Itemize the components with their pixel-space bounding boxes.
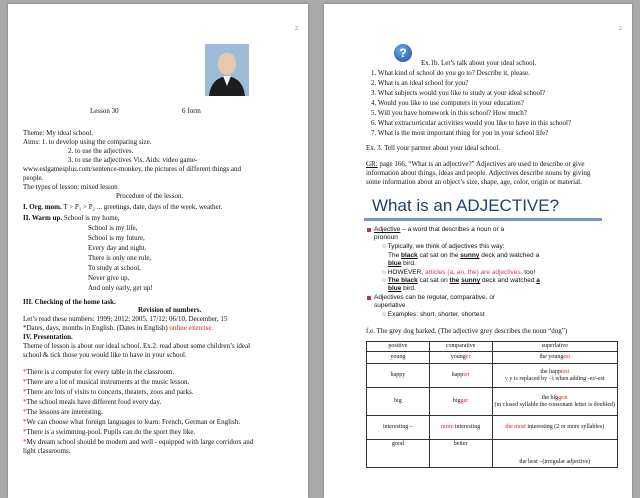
gr-label: GR:: [366, 160, 378, 168]
header-cell: positive: [367, 342, 430, 352]
page-number: 2: [619, 26, 622, 32]
regular-line-cont: superlative: [374, 302, 406, 309]
example-2: ○ The black cat sat on the sunny deck and watched a: [382, 277, 540, 284]
aids-link: www.eslgamesplus.com/sentence-monkey, the pictures of different things and: [23, 165, 242, 173]
table-row: interesting – more interesting the most interesting (2 or more syllables): [367, 416, 618, 440]
list-item: *My dream school should be modern and well - equipped with large corridors and: [23, 438, 254, 446]
list-item: *We can choose what foreign languages to learn: French, German or English.: [23, 418, 240, 426]
example-1: The black cat sat on the sunny deck and watched a: [388, 252, 540, 259]
poem-line: School is my future,: [88, 234, 145, 242]
online-exercise-link[interactable]: online exercise.: [169, 324, 214, 332]
revision-heading: Revision of numbers.: [138, 306, 202, 314]
bullet-icon: [367, 296, 371, 300]
theme-line: Theme: My ideal school.: [23, 129, 93, 137]
aim-2: 2. to use the adjectives.: [68, 147, 134, 155]
bullet-icon: [367, 228, 371, 232]
poem-line: And only early, get up!: [88, 284, 153, 292]
warm-up: [23, 214, 120, 223]
slide-title: What is an ADJECTIVE?: [372, 196, 560, 215]
poem-line: Never give up,: [88, 274, 130, 282]
list-item: *There is a swimming-pool. Pupils can do the sport they like.: [23, 428, 196, 436]
exercise-3: Ex. 3. Tell your partner about your ideal school.: [366, 144, 501, 152]
list-item: *The school meals have different food every day.: [23, 398, 162, 406]
regular-line: Adjectives can be regular, comparative, or: [374, 294, 496, 301]
list-item-cont: light classrooms.: [23, 447, 71, 455]
table-row: happy happier the happiest y y is replaced by - i when adding -er/-est: [367, 364, 618, 388]
question: 4. Would you like to use computers in your education?: [371, 99, 524, 107]
page-right: [324, 4, 632, 498]
org-moment: [23, 203, 222, 212]
aim-3: 3. to use the adjectives Vis. Aids: video game-: [68, 156, 198, 164]
org-text: T > P₁ > P₂ ... greetings, date, days of the week, weather.: [63, 203, 223, 211]
aids-end: people.: [23, 174, 44, 182]
grammar-line: GR: page 166. “What is an adjective?” Adjectives are used to describe or give: [366, 160, 585, 168]
list-item: *There are a lot of musical instruments at the music lesson.: [23, 378, 190, 386]
poem-line: School is my life,: [88, 224, 138, 232]
list-item: *There is a computer for every table in the classroom.: [23, 368, 175, 376]
org-label: I. Org. mom.: [23, 203, 62, 211]
table-row: good better the best –(irregular adjective): [367, 440, 618, 468]
procedure-heading: Procedure of the lesson.: [116, 192, 184, 200]
numbers-line: Let’s read these numbers: 1999; 2012; 2005, 17/12; 06/10, December, 15: [23, 315, 228, 323]
header-cell: superlative: [492, 342, 618, 352]
form-label: 6 form: [182, 107, 201, 115]
list-item: *The lessons are interesting.: [23, 408, 103, 416]
question: 3. What subjects would you like to study at your ideal school?: [371, 89, 546, 97]
poem-line: To study at school,: [88, 264, 141, 272]
help-question-icon: ?: [394, 44, 412, 62]
question: 1. What kind of school do you go to? Describe it, please.: [371, 69, 530, 77]
slide-underline: [364, 218, 602, 221]
comparison-table: [366, 341, 618, 468]
presentation-text: school & tick those you would like to have in your school.: [23, 351, 187, 359]
presentation-heading: IV. Presentation.: [23, 333, 73, 341]
exercise-title: Ex.1b. Let’s talk about your ideal school.: [421, 59, 537, 67]
question: 7. What is the most important thing for you in your school life?: [371, 129, 549, 137]
question: 5. Will you have homework in this school? How much?: [371, 109, 527, 117]
dates-text: *Dates, days, months in English. (Dates in English): [23, 324, 168, 332]
adj-definition: Adjective – a word that describes a noun or a: [374, 226, 505, 233]
lesson-type: The types of lesson: mixed lesson: [23, 183, 118, 191]
question: 6. What extracurricular activities would you like to have in this school?: [371, 119, 572, 127]
warm-text: School is my home,: [63, 214, 120, 222]
question: 2. What is an ideal school for you?: [371, 79, 469, 87]
page-left: [8, 4, 308, 498]
table-row: young younger the youngest: [367, 352, 618, 364]
teacher-photo: [205, 44, 249, 96]
table-row: big bigger the biggest (in closed syllable the consonant letter is doubled): [367, 388, 618, 416]
warm-label: II. Warm up.: [23, 214, 63, 222]
adjective-slide: [364, 196, 602, 318]
table-header-row: [367, 342, 618, 352]
presentation-text: Theme of lesson is about our ideal school. Ex.2. read about some children’s ideal: [23, 342, 251, 350]
examples-line: ○ Examples: short, shorter, shortest: [382, 311, 485, 318]
however-line: ○ HOWEVER, articles (a, an, the) are adjectives, too!: [382, 269, 536, 276]
lesson-number: Lesson 30: [90, 107, 119, 115]
page-number: 2: [295, 26, 298, 32]
example-sentence: f.e. The grey dog barked. (The adjective grey describes the noun “dog”): [366, 327, 568, 335]
grammar-line: some information about an object’s size, shape, age, color, origin or material.: [366, 178, 582, 186]
checking-heading: III. Checking of the home task.: [23, 298, 116, 306]
adj-definition-cont: pronoun: [374, 234, 398, 241]
sub-point: ○ Typically, we think of adjectives this way:: [382, 243, 505, 250]
header-cell: comparative: [429, 342, 492, 352]
example-2-cont: blue bird.: [388, 285, 416, 292]
poem-line: There is only one rule,: [88, 254, 152, 262]
list-item: *There are lots of visits to concerts, theaters, zoos and parks.: [23, 388, 194, 396]
dates-note: [23, 324, 213, 333]
aim-1: Aims: 1. to develop using the comparing size.: [23, 138, 152, 146]
example-1-cont: blue bird.: [388, 260, 416, 267]
poem-line: Every day and night.: [88, 244, 147, 252]
grammar-line: information about things, ideas and people. Adjectives describe nouns by giving: [366, 169, 591, 177]
